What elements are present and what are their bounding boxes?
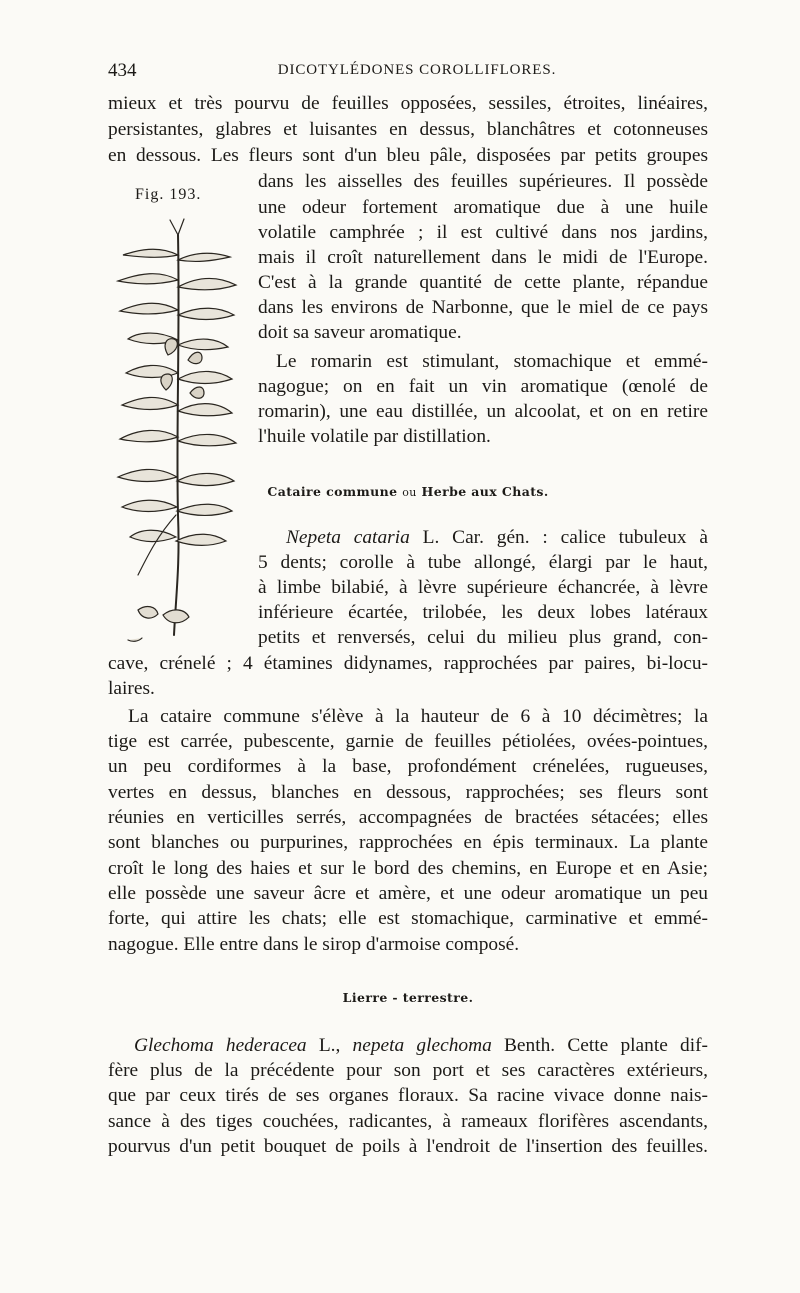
text-line: sont blanches ou purpurines, rapprochées en épis terminaux. La plante bbox=[108, 832, 708, 853]
text-line: l'huile volatile par distillation. bbox=[258, 426, 491, 447]
species-synonym: nepeta glechoma bbox=[352, 1035, 492, 1056]
text-line: que par ceux tirés de ses organes floraux. Sa racine vivace donne nais- bbox=[108, 1085, 708, 1106]
text-line: un peu cordiformes à la base, profondément crénelées, rugueuses, bbox=[108, 756, 708, 777]
figure-label: Fig. 193. bbox=[135, 186, 202, 203]
heading-part-a: Cataire commune bbox=[267, 484, 398, 499]
text-line: mieux et très pourvu de feuilles opposées, sessiles, étroites, linéaires, bbox=[108, 93, 708, 114]
section-heading-cataire bbox=[108, 484, 708, 499]
text-line: 5 dents; corolle à tube allongé, élargi par le haut, bbox=[258, 552, 708, 573]
text-line: réunies en verticilles serrés, accompagnées de bractées sétacées; elles bbox=[108, 807, 708, 828]
text-line: romarin), une eau distillée, un alcoolat, et on en retire bbox=[258, 401, 708, 422]
species-name: Glechoma hederacea bbox=[134, 1035, 307, 1056]
text-line: pourvus d'un petit bouquet de poils à l'endroit de l'insertion des feuilles. bbox=[108, 1136, 708, 1157]
page-number: 434 bbox=[108, 60, 137, 81]
text-line: dans les aisselles des feuilles supérieures. Il possède bbox=[258, 171, 708, 192]
text-line: petits et renversés, celui du milieu plus grand, con- bbox=[258, 627, 708, 648]
text-line: inférieure écartée, trilobée, les deux lobes latéraux bbox=[258, 602, 708, 623]
text-line: doit sa saveur aromatique. bbox=[258, 322, 462, 343]
text-line: persistantes, glabres et luisantes en dessus, blanchâtres et cotonneuses bbox=[108, 119, 708, 140]
text-line: fère plus de la précédente pour son port et ses caractères extérieurs, bbox=[108, 1060, 708, 1081]
text-line: mais il croît naturellement dans le midi de l'Europe. bbox=[258, 247, 708, 268]
text-line: volatile camphrée ; il est cultivé dans nos jardins, bbox=[258, 222, 708, 243]
text-line bbox=[108, 1034, 708, 1058]
text-line bbox=[258, 526, 708, 550]
rosemary-illustration bbox=[108, 215, 258, 655]
text-line: Le romarin est stimulant, stomachique et emmé- bbox=[276, 351, 708, 372]
text-span: L., bbox=[306, 1035, 353, 1056]
text-span: L. Car. gén. : calice tubuleux à bbox=[409, 527, 708, 548]
page-header bbox=[108, 60, 708, 86]
text-line: une odeur fortement aromatique due à une huile bbox=[258, 197, 708, 218]
text-line: elle possède une saveur âcre et amère, et une odeur aromatique un peu bbox=[108, 883, 708, 904]
section-heading-lierre: Lierre - terrestre. bbox=[342, 990, 474, 1005]
text-line: nagogue. Elle entre dans le sirop d'armoise composé. bbox=[108, 934, 520, 955]
text-span: Benth. Cette plante dif- bbox=[491, 1035, 709, 1056]
text-line: La cataire commune s'élève à la hauteur de 6 à 10 décimètres; la bbox=[128, 706, 708, 727]
text-line: nagogue; on en fait un vin aromatique (œnolé de bbox=[258, 376, 708, 397]
text-line: en dessous. Les fleurs sont d'un bleu pâle, disposées par petits groupes bbox=[108, 145, 708, 166]
heading-part-b: Herbe aux Chats. bbox=[421, 484, 549, 499]
text-line: C'est à la grande quantité de cette plante, répandue bbox=[258, 272, 708, 293]
text-line: à limbe bilabié, à lèvre supérieure échancrée, à lèvre bbox=[258, 577, 708, 598]
text-line: croît le long des haies et sur le bord des chemins, en Europe et en Asie; bbox=[108, 858, 708, 879]
text-line: vertes en dessus, blanches en dessous, rapprochées; ses fleurs sont bbox=[108, 782, 708, 803]
running-head: DICOTYLÉDONES COROLLIFLORES. bbox=[277, 62, 557, 78]
text-line: tige est carrée, pubescente, garnie de feuilles pétiolées, ovées-pointues, bbox=[108, 731, 708, 752]
heading-ou: ou bbox=[402, 486, 417, 499]
text-line: cave, crénelé ; 4 étamines didynames, rapprochées par paires, bi-locu- bbox=[108, 653, 708, 674]
text-line: forte, qui attire les chats; elle est stomachique, carminative et emmé- bbox=[108, 908, 708, 929]
text-line: sance à des tiges couchées, radicantes, à rameaux florifères ascendants, bbox=[108, 1111, 708, 1132]
text-line: laires. bbox=[108, 678, 155, 699]
species-name: Nepeta cataria bbox=[286, 527, 410, 548]
text-line: dans les environs de Narbonne, que le miel de ce pays bbox=[258, 297, 708, 318]
